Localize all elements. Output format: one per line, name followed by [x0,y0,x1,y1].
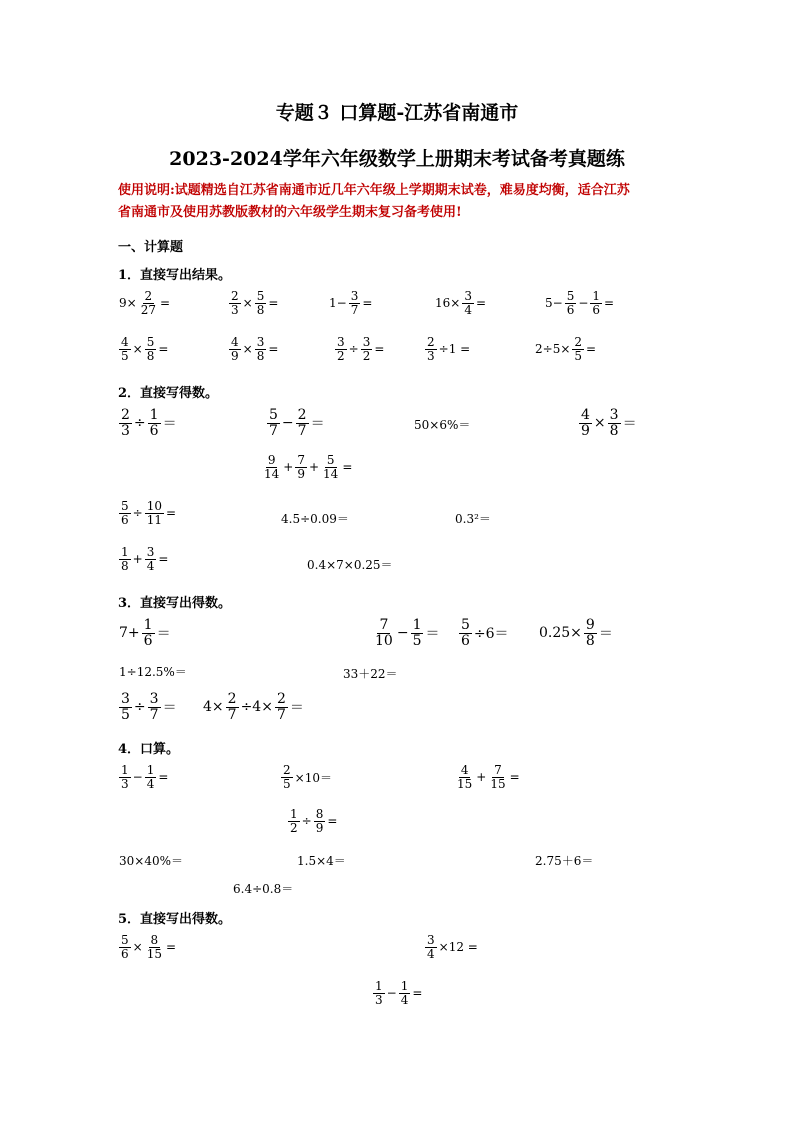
denominator: 6 [149,422,159,439]
numerator: 3 [362,335,371,349]
expression-text: = [268,296,279,311]
expression-text: ＝ [622,416,637,433]
numerator: 5 [256,289,265,303]
expression-text: ＝ [162,416,177,433]
fraction [139,290,158,316]
denominator: 7 [269,422,278,439]
denominator: 7 [350,302,359,317]
expression-text: ÷ [133,699,146,716]
denominator: 7 [227,706,237,723]
numerator: 3 [149,691,159,707]
fraction [255,336,267,362]
fraction [119,692,132,722]
expression-text: = [158,770,169,785]
numerator: 4 [231,335,239,349]
expression-text: = [268,342,279,357]
expression [232,880,294,897]
expression-text: ＝ [425,626,440,643]
denominator: 11 [146,512,162,527]
fraction [425,336,437,362]
numerator: 8 [150,933,159,947]
expression-text: ＝ [598,626,613,643]
expression-text: 7+ [119,625,140,642]
expression-text: ×12 = [438,940,478,955]
expression-text: − [578,296,589,311]
fraction [565,290,577,316]
numerator: 3 [350,289,359,303]
expression [118,408,178,438]
expression [228,336,279,362]
expression [413,416,471,433]
denominator: 9 [315,820,324,835]
expression [118,663,188,680]
expression-text: 30×40%＝ [119,854,183,868]
fraction [148,408,161,438]
expression-text: 9× [119,296,137,311]
denominator: 14 [264,466,280,481]
denominator: 4 [427,946,435,961]
numerator: 4 [460,763,469,777]
expression-text: = [327,814,338,829]
denominator: 4 [146,776,155,791]
expression-text: + [308,460,320,475]
fraction [425,934,437,960]
numerator: 5 [121,933,129,947]
fraction [119,934,131,960]
fraction [361,336,373,362]
denominator: 7 [149,706,159,723]
numerator: 9 [267,453,276,467]
expression [544,290,615,316]
denominator: 15 [490,776,506,791]
numerator: 1 [149,407,159,423]
fraction [281,764,293,790]
numerator: 10 [146,499,162,513]
numerator: 5 [566,289,575,303]
expression-text: ÷ [133,415,146,432]
question-2-title: 2．直接写得数。 [118,386,219,401]
expression [118,764,169,790]
denominator: 5 [574,348,583,363]
expression [261,454,353,480]
numerator: 3 [146,545,155,559]
denominator: 9 [297,466,305,481]
denominator: 2 [337,348,345,363]
fraction [119,546,131,572]
fraction [295,454,307,480]
fraction [145,764,157,790]
numerator: 2 [276,691,286,707]
fraction [119,408,132,438]
denominator: 5 [121,706,130,723]
fraction [579,408,592,438]
fraction [229,290,241,316]
numerator: 2 [231,289,239,303]
expression-text: × [132,940,143,955]
fraction [572,336,584,362]
instructions [118,180,688,224]
expression-text: 5− [545,296,563,311]
expression-text: 16× [435,296,461,311]
denominator: 2 [290,820,298,835]
expression [578,408,638,438]
numerator: 1 [592,289,601,303]
expression-text: 33＋22＝ [343,667,398,681]
expression-text: = [412,986,423,1001]
numerator: 5 [269,407,278,423]
expression-text: × [132,342,143,357]
denominator: 4 [464,302,472,317]
numerator: 3 [427,933,435,947]
expression [534,336,597,362]
fraction [145,546,157,572]
fraction [145,934,164,960]
expression-text: + [476,770,487,785]
expression-text: 0.3²＝ [455,512,491,526]
expression [280,764,333,790]
denominator: 8 [146,348,155,363]
denominator: 5 [121,348,129,363]
expression [424,336,471,362]
fraction [455,764,474,790]
expression [118,500,177,526]
fraction [373,980,385,1006]
expression [534,852,594,869]
expression-text: = [342,460,353,475]
denominator: 4 [146,558,155,573]
expression-text: ×10＝ [294,770,332,785]
expression-text: = [158,552,169,567]
expression-text: ÷1 = [438,342,471,357]
page-title-line-1: 专题３ 口算题-江苏省南通市 [275,102,519,124]
expression [334,336,385,362]
fraction [590,290,602,316]
expression [118,546,169,572]
page-title-line-2: 2023-2024学年六年级数学上册期末考试备考真题练 [169,148,625,170]
expression-text: 50×6%＝ [414,418,471,432]
numerator: 9 [585,617,595,633]
fraction [608,408,621,438]
expression-text: + [283,460,294,475]
denominator: 6 [566,302,575,317]
numerator: 8 [315,807,324,821]
instructions-line-2: 省南通市及使用苏教版教材的六年级学生期末复习备考使用! [118,205,462,220]
numerator: 2 [227,691,237,707]
question-1-title: 1．直接写出结果。 [118,268,232,283]
expression [266,408,326,438]
expression [454,510,492,527]
fraction [296,408,309,438]
section-title: 一、计算题 [118,240,184,255]
denominator: 9 [231,348,239,363]
denominator: 8 [121,558,129,573]
denominator: 4 [400,992,409,1007]
expression [228,290,279,316]
expression-text: + [132,552,143,567]
question-5-title: 5．直接写出得数。 [118,912,232,927]
numerator: 2 [427,335,435,349]
expression [118,692,178,722]
expression-text: 1÷12.5%＝ [119,665,187,679]
expression-text: ÷4× [240,699,273,716]
expression-text: − [132,770,143,785]
fraction [145,336,157,362]
numerator: 2 [574,335,583,349]
fraction [275,692,288,722]
fraction [145,500,164,526]
numerator: 5 [326,453,335,467]
denominator: 27 [140,302,156,317]
numerator: 2 [297,407,307,423]
denominator: 3 [121,776,129,791]
fraction [288,808,300,834]
expression-text: 0.25× [539,625,582,642]
numerator: 1 [375,979,383,993]
expression-text: ＝ [156,626,171,643]
denominator: 14 [323,466,339,481]
numerator: 5 [461,617,470,633]
expression-text: 4× [203,699,224,716]
expression-text: = [509,770,520,785]
expression-text: 4.5÷0.09＝ [281,512,349,526]
fraction [462,290,474,316]
numerator: 1 [121,763,129,777]
fraction [255,290,267,316]
denominator: 6 [121,946,129,961]
numerator: 3 [121,691,130,707]
fraction [314,808,326,834]
denominator: 7 [297,422,307,439]
fraction [226,692,239,722]
expression-text: − [396,625,409,642]
expression-text: = [158,342,169,357]
numerator: 7 [379,617,389,633]
denominator: 6 [143,632,153,649]
expression-text: 1.5×4＝ [297,854,346,868]
question-4-title: 4．口算。 [118,742,180,757]
expression [118,290,171,316]
numerator: 4 [581,407,590,423]
fraction [411,618,424,648]
expression [458,618,510,648]
expression [202,692,305,722]
expression-text: = [165,506,177,521]
expression-text: = [165,940,177,955]
expression [328,290,373,316]
expression-text: 0.4×7×0.25＝ [307,558,393,572]
denominator: 5 [283,776,291,791]
denominator: 3 [427,348,435,363]
expression [372,980,423,1006]
expression [538,618,614,648]
expression [118,852,184,869]
numerator: 3 [609,407,619,423]
instructions-line-1: 使用说明:试题精选自江苏省南通市近几年六年级上学期期末试卷，难易度均衡，适合江苏 [118,183,630,198]
numerator: 1 [290,807,298,821]
fraction [142,618,155,648]
expression [287,808,338,834]
denominator: 10 [375,632,393,649]
expression [342,665,399,682]
fraction [119,336,131,362]
expression [280,510,350,527]
denominator: 15 [146,946,162,961]
denominator: 8 [256,302,265,317]
expression-text: × [593,415,606,432]
expression-text: × [242,342,253,357]
numerator: 2 [144,289,153,303]
fraction [229,336,241,362]
fraction [399,980,411,1006]
expression-text: = [159,296,171,311]
expression-text: ＝ [162,700,177,717]
expression [118,618,172,648]
expression [118,934,177,960]
expression-text: × [242,296,253,311]
numerator: 5 [121,499,129,513]
expression-text: ÷ [301,814,312,829]
expression-text: ＝ [310,416,325,433]
numerator: 1 [400,979,409,993]
numerator: 3 [464,289,472,303]
fraction [119,500,131,526]
numerator: 2 [121,407,130,423]
numerator: 2 [283,763,291,777]
expression-text: = [475,296,487,311]
denominator: 8 [256,348,265,363]
numerator: 7 [494,763,502,777]
fraction [335,336,347,362]
expression-text: ÷6＝ [473,626,509,643]
numerator: 4 [121,335,129,349]
expression [424,934,479,960]
numerator: 1 [121,545,129,559]
numerator: 3 [256,335,265,349]
expression [118,336,169,362]
expression [306,556,394,573]
numerator: 3 [337,335,345,349]
denominator: 3 [375,992,383,1007]
numerator: 1 [143,617,153,633]
fraction [373,618,395,648]
expression-text: 6.4÷0.8＝ [233,882,294,896]
fraction [119,764,131,790]
denominator: 3 [121,422,130,439]
expression-text: = [374,342,385,357]
expression-text: = [586,342,597,357]
expression-text: = [362,296,373,311]
numerator: 7 [297,453,305,467]
expression [296,852,347,869]
expression-text: ÷ [132,506,143,521]
expression-text: 2÷5× [535,342,571,357]
numerator: 5 [146,335,155,349]
expression-text: ＝ [289,700,304,717]
denominator: 6 [121,512,129,527]
denominator: 7 [276,706,286,723]
expression-text: − [386,986,397,1001]
expression-text: ÷ [348,342,359,357]
denominator: 3 [231,302,239,317]
denominator: 15 [457,776,473,791]
denominator: 9 [581,422,590,439]
expression [372,618,440,648]
expression-text: 1− [329,296,347,311]
denominator: 8 [585,632,595,649]
fraction [148,692,161,722]
fraction [584,618,597,648]
fraction [459,618,472,648]
expression-text: 2.75＋6＝ [535,854,594,868]
numerator: 1 [146,763,155,777]
question-3-title: 3．直接写出得数。 [118,596,232,611]
expression-text: = [604,296,615,311]
fraction [349,290,361,316]
fraction [267,408,280,438]
denominator: 6 [592,302,601,317]
denominator: 6 [461,632,470,649]
numerator: 1 [412,617,422,633]
denominator: 5 [412,632,422,649]
expression-text: − [281,415,294,432]
denominator: 2 [362,348,371,363]
expression [454,764,521,790]
expression [434,290,487,316]
fraction [488,764,507,790]
fraction [321,454,340,480]
fraction [262,454,281,480]
denominator: 8 [609,422,619,439]
